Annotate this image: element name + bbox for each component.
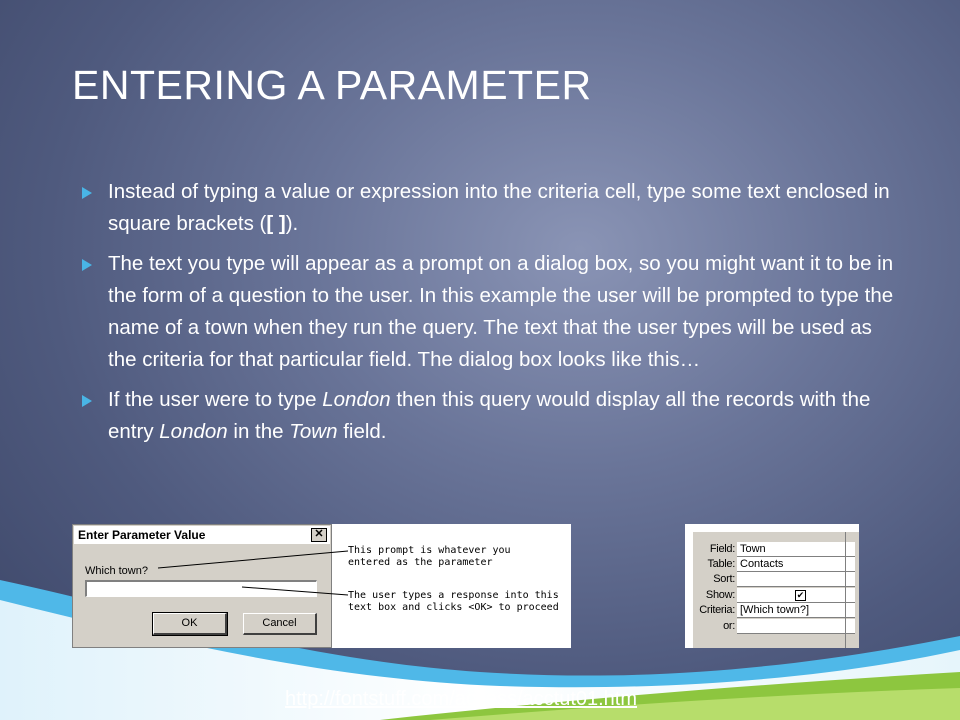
grid-label: Show: — [705, 589, 735, 601]
callout-response — [348, 590, 559, 614]
bullet-arrow-icon — [82, 395, 92, 407]
grid-row-show — [693, 588, 859, 603]
grid-label: or: — [723, 620, 735, 632]
callout-line: entered as the parameter — [348, 557, 493, 568]
bullet-text: The text you type will appear as a prompt on a dialog box, so you might want it to be in the form of a question to the user. In this example the user will be prompted to type the name of a town when they run the query. The text that the user types will be used as the criteria for that particular field. The dialog box looks like this… — [108, 252, 894, 371]
callout-lines — [72, 524, 571, 648]
close-icon[interactable]: ✕ — [311, 528, 327, 542]
source-link[interactable]: http://fontstuff.com/access/acctut01.htm — [285, 688, 638, 710]
bullet-item — [82, 384, 894, 448]
grid-label: Criteria: — [699, 604, 735, 616]
bullet-bold-text: [ ] — [266, 212, 286, 235]
grid-row-field — [693, 542, 859, 557]
bullet-italic-text: London — [159, 420, 228, 443]
bullet-arrow-icon — [82, 187, 92, 199]
dialog-prompt: Which town? — [85, 565, 148, 577]
callout-line: text box and clicks <OK> to proceed — [348, 602, 559, 613]
bullet-text: field. — [337, 420, 387, 443]
bullet-text: If the user were to type — [108, 388, 323, 411]
query-grid — [693, 532, 859, 648]
bullet-text: then this query would display all the records with the entry — [108, 388, 871, 443]
bullet-italic-text: Town — [289, 420, 338, 443]
grid-cell[interactable] — [737, 572, 855, 587]
bullet-text: Instead of typing a value or expression into the criteria cell, type some text enclosed in square brackets ( — [108, 180, 890, 235]
dialog-screenshot — [72, 524, 571, 648]
grid-row-criteria — [693, 603, 859, 618]
bullet-item — [82, 248, 894, 376]
callout-prompt — [348, 545, 511, 569]
query-grid-screenshot — [685, 524, 859, 648]
grid-cell[interactable]: [Which town?] — [737, 603, 855, 618]
grid-row-or — [693, 619, 859, 634]
bullet-arrow-icon — [82, 259, 92, 271]
grid-cell[interactable] — [737, 588, 855, 603]
callout-line: The user types a response into this — [348, 590, 559, 601]
slide-title: ENTERING A PARAMETER — [72, 62, 592, 108]
callout-line: This prompt is whatever you — [348, 545, 511, 556]
bullet-item — [82, 176, 894, 240]
grid-cell[interactable]: Town — [737, 542, 855, 557]
grid-row-table — [693, 557, 859, 572]
grid-label: Table: — [707, 558, 735, 570]
dialog-title: Enter Parameter Value — [74, 526, 330, 544]
grid-cell[interactable] — [737, 619, 855, 634]
grid-divider — [845, 532, 846, 648]
bullet-list — [82, 176, 894, 456]
bullet-italic-text: London — [322, 388, 391, 411]
show-checkbox[interactable]: ✔ — [796, 590, 805, 600]
ok-button[interactable]: OK — [153, 613, 227, 635]
bullet-text: in the — [227, 420, 290, 443]
grid-label: Field: — [709, 543, 735, 555]
grid-row-sort — [693, 572, 859, 587]
bullet-text: ). — [285, 212, 299, 235]
cancel-button[interactable]: Cancel — [243, 613, 317, 635]
grid-cell[interactable]: Contacts — [737, 557, 855, 572]
grid-label: Sort: — [713, 573, 735, 585]
